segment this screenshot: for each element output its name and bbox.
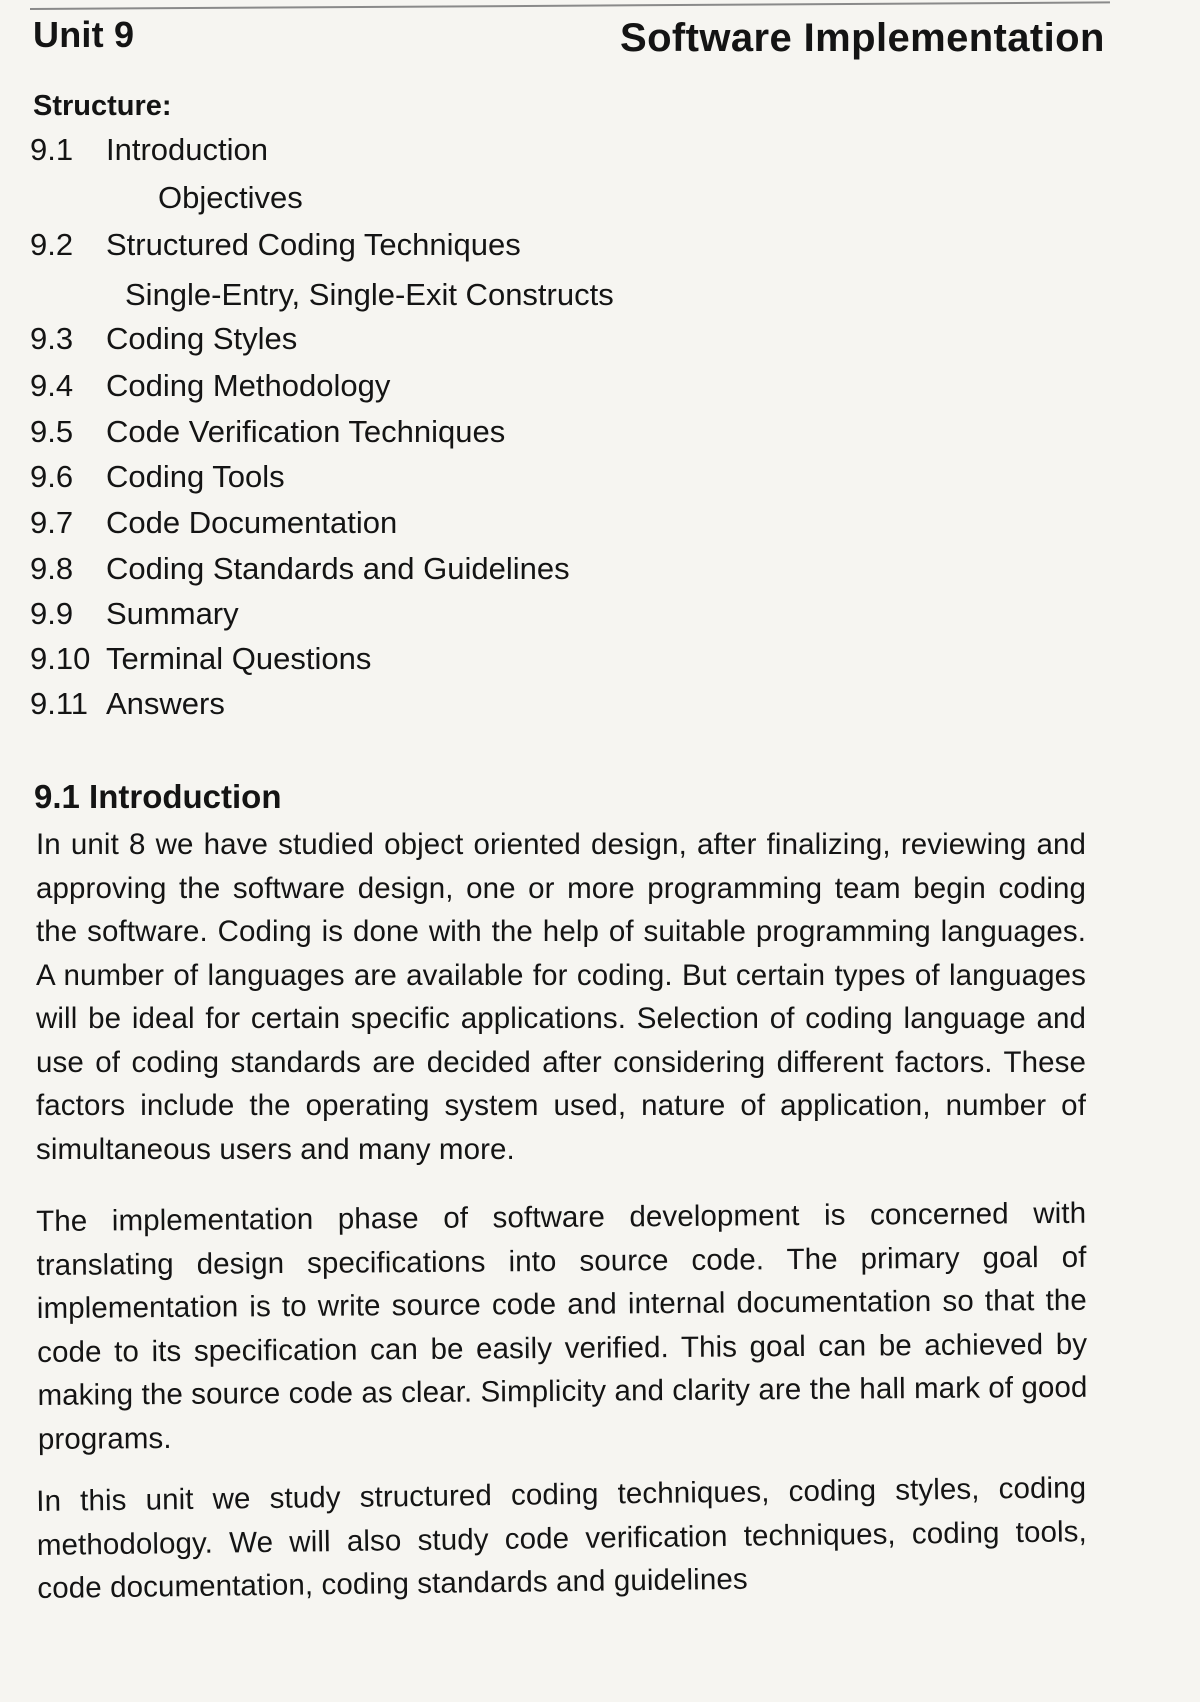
toc-title: Coding Tools <box>106 459 285 494</box>
paragraph: The implementation phase of software development is concerned with translating design specifications into source code. The primary goal of implementation is to write source code and internal documentation so that the code to its specification can be easily verified. This goal can be achieved by making the source code as clear. Simplicity and clarity are the hall mark of good programs. <box>36 1196 1088 1456</box>
toc-title: Answers <box>106 686 225 721</box>
paragraph: In this unit we study structured coding techniques, coding styles, coding methodology. We will also study code verification techniques, coding tools, code documentation, coding standards and guidelines <box>36 1471 1087 1605</box>
toc-number: 9.6 <box>30 459 74 494</box>
structure-heading: Structure: <box>33 90 172 122</box>
toc-number: 9.4 <box>30 368 74 403</box>
paragraph: In unit 8 we have studied object oriented design, after finalizing, reviewing and approving the software design, one or more programming team begin coding the software. Coding is done with the help of suitable programming languages. A number of languages are available for coding. But certain types of languages will be ideal for certain specific applications. Selection of coding language and use of coding standards are decided after considering different factors. These factors include the operating system used, nature of application, number of simultaneous users and many more. <box>36 828 1086 1166</box>
toc-title: Coding Styles <box>106 321 298 356</box>
toc-number: 9.11 <box>30 686 89 721</box>
toc-number: 9.9 <box>30 596 74 631</box>
toc-title: Introduction <box>106 132 268 167</box>
toc-number: 9.5 <box>30 414 74 449</box>
header-rule <box>30 1 1110 10</box>
toc-subitem: Single-Entry, Single-Exit Constructs <box>125 277 614 312</box>
toc-subitem: Objectives <box>158 180 303 215</box>
toc-title: Terminal Questions <box>106 641 372 676</box>
toc-number: 9.10 <box>30 641 91 676</box>
toc-title: Summary <box>106 596 239 631</box>
toc-number: 9.3 <box>30 321 74 356</box>
toc-number: 9.8 <box>30 551 74 586</box>
section-heading: 9.1 Introduction <box>34 778 282 815</box>
unit-label: Unit 9 <box>33 14 135 55</box>
toc-title: Code Verification Techniques <box>106 414 506 449</box>
toc-title: Coding Methodology <box>106 368 391 403</box>
toc-title: Structured Coding Techniques <box>106 227 521 262</box>
unit-title: Software Implementation <box>620 16 1105 60</box>
toc-title: Coding Standards and Guidelines <box>106 551 570 586</box>
toc-title: Code Documentation <box>106 505 398 540</box>
toc-number: 9.2 <box>30 227 74 262</box>
toc-number: 9.7 <box>30 505 74 540</box>
toc-number: 9.1 <box>30 132 74 167</box>
